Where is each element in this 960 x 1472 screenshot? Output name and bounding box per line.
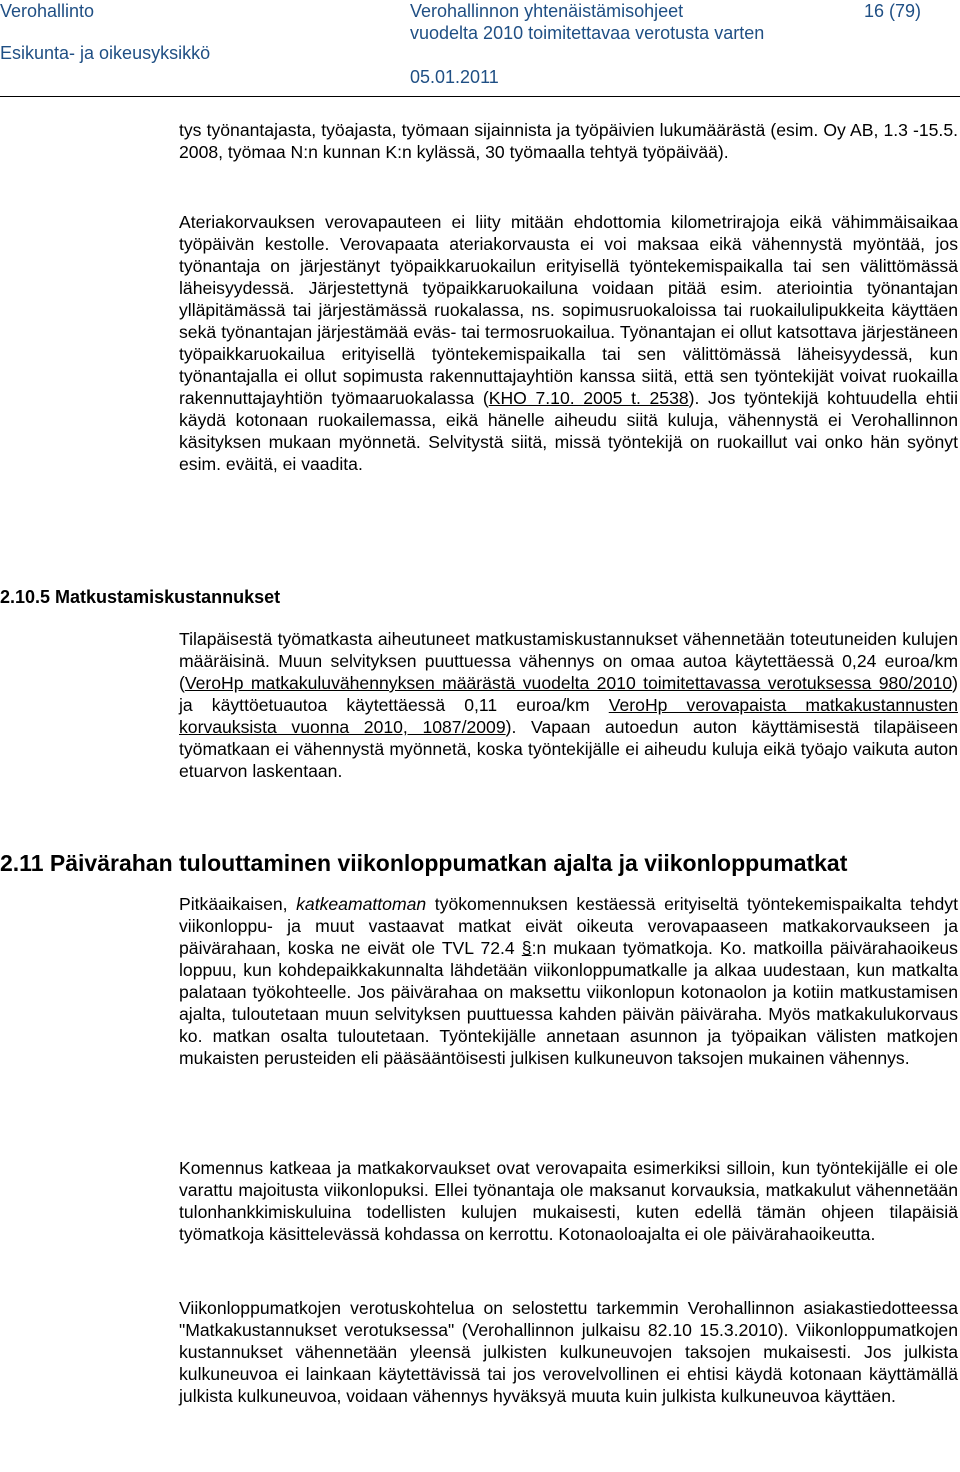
verohp-1087-link[interactable]: VeroHp verovapaista matkakustannusten korvauksista vuonna 2010, 1087/2009 (179, 695, 958, 737)
header-divider (0, 96, 960, 97)
kho-ruling-link[interactable]: KHO 7.10. 2005 t. 2538 (488, 388, 689, 408)
page-header (0, 0, 960, 100)
paragraph-travel-costs (179, 628, 958, 782)
paragraph-weekend-taxation: Viikonloppumatkojen verotuskohtelua on selostettu tarkemmin Verohallinnon asiakastiedotteessa "Matkakustannukset verotuksessa" (Verohallinnon julkaisu 82.10 15.3.2010). Viikonloppumatkojen kustannukset vähennetään yleensä julkisten kulkuneuvojen taksojen mukaisesti. Jos julkista kulkuneuvoa ei lainkaan käytettävissä tai jos verovelvollinen ei ehtisi käydä kotonaan käyttämällä julkista kulkuneuvoa, voidaan vähennys hyväksyä muuta kuin julkista kulkuneuvoa käyttäen. (179, 1298, 958, 1406)
page-number: 16 (79) (864, 1, 922, 21)
section-sign-link[interactable]: § (521, 938, 532, 958)
meal-text-a: Ateriakorvauksen verovapauteen ei liity mitään ehdottomia kilometrirajoja eikä vähimmäisaikaa työpäivän kestolle. Verovapaata ateriakorvausta ei voi maksaa eikä vähennystä myöntää, jos työnantaja on järjestänyt työpaikkaruokailun erityisellä työntekemispaikalla tai sen välittömässä läheisyydessä. Järjestettynä työpaikkaruokailuna voidaan pitää esim. ateriointia työnantajan ylläpitämässä tai järjestämässä ruokalassa, ns. sopimusruokaloissa tai ruokailulipukkeita käyttäen sekä työnantajan järjestämää eväs- tai termosruokailua. Työnantajan ei ollut katsottava järjestäneen työpaikkaruokailua erityisellä työntekemispaikalla tai sen välittömässä läheisyydessä, kun työnantajalla ei ollut sopimusta rakennuttajayhtiön kanssa siitä, että sen työntekijät voivat ruokailla rakennuttajayhtiön työmaaruokalassa ( (179, 212, 958, 408)
paragraph-long-assignment (179, 893, 958, 1069)
meal-text-b: ). Jos työntekijä kohtuudella ehtii käydä kotonaan ruokailemassa, eikä hänelle aiheudu siitä kuluja, vähennystä ei Verohallinnon käsityksen mukaan myönnetä. Selvitystä siitä, missä työntekijä on ruokaillut vai onko hän syönyt esim. eväitä, ei vaadita. (179, 388, 958, 474)
organization-unit: Esikunta- ja oikeusyksikkö (0, 43, 211, 63)
assignment-text-c: :n mukaan työmatkoja. Ko. matkoilla päivärahaoikeus loppuu, kun kohdepaikkakunnalta lähdetään viikonloppumatkalle ja alkaa uudestaan, kun matkalta palataan työkohteelle. Jos päivärahaa on maksettu viikonlopun kotonaolon ja kotiin matkustamisen ajalta, tuloutetaan muun selvityksen puuttuessa kahden päivän päiväraha. Myös matkakulukorvaus ko. matkan osalta tuloutetaan. Työntekijälle annetaan asunnon ja työpaikan välisten matkojen mukaisten perusteiden eli pääsääntöisesti julkisen kulkuneuvon taksojen mukainen vähennys. (179, 938, 958, 1068)
paragraph-work-details: tys työnantajasta, työajasta, työmaan sijainnista ja työpäivien lukumäärästä (esim. Oy AB, 1.3 -15.5. 2008, työmaa N:n kunnan K:n kylässä, 30 työmaalla tehtyä työpäivää). (179, 120, 958, 162)
verohp-980-link[interactable]: VeroHp matkakuluvähennyksen määrästä vuodelta 2010 toimitettavassa verotuksessa 980/2010 (184, 673, 953, 693)
assignment-text-b: työkomennuksen kestäessä erityiseltä työntekemispaikalta tehdyt viikonloppu- ja muut vastaavat matkat eivät oikeuta verovapaaseen matkakorvaukseen ja päivärahaan, koska ne eivät ole TVL 72.4 (179, 894, 958, 958)
paragraph-assignment-break: Komennus katkeaa ja matkakorvaukset ovat verovapaita esimerkiksi silloin, kun työntekijälle ei ole varattu majoitusta viikonlopuksi. Ellei työnantaja ole maksanut korvauksia, matkakulut vähennetään tulonhankkimiskuluina todellisten kulujen mukaisesti, kuten edellä tämän ohjeen tilapäisiä työmatkoja käsittelevässä kohdassa on kerrottu. Kotonaoloajalta ei ole päivärahaoikeutta. (179, 1158, 958, 1244)
travel-text-a: Tilapäisestä työmatkasta aiheutuneet matkustamiskustannukset vähennetään toteutuneiden kulujen määräisinä. Muun selvityksen puuttuessa vähennys on omaa autoa käytettäessä 0,24 euroa/km ( (179, 629, 958, 693)
travel-text-c: ). Vapaan autoedun auton käyttämisestä tilapäiseen työmatkaan ei vähennystä myönnetä, koska työntekijälle ei aiheudu kuluja eikä työajo vaikuta auton etuarvon laskentaan. (179, 717, 959, 781)
assignment-text-a: Pitkäaikaisen, (179, 894, 297, 914)
document-title: Verohallinnon yhtenäistämisohjeet (410, 1, 684, 21)
assignment-emphasis: katkeamattoman (296, 894, 427, 914)
document-date: 05.01.2011 (410, 67, 499, 87)
paragraph-meal-compensation (179, 211, 958, 475)
organization-name: Verohallinto (0, 1, 95, 21)
travel-text-b: ) ja käyttöetuautoa käytettäessä 0,11 euroa/km (179, 673, 958, 715)
section-heading-travel-costs: 2.10.5 Matkustamiskustannukset (0, 587, 281, 607)
document-subtitle: vuodelta 2010 toimitettavaa verotusta varten (410, 23, 765, 43)
section-heading-weekend-trips: 2.11 Päivärahan tulouttaminen viikonloppumatkan ajalta ja viikonloppumatkat (0, 850, 848, 876)
